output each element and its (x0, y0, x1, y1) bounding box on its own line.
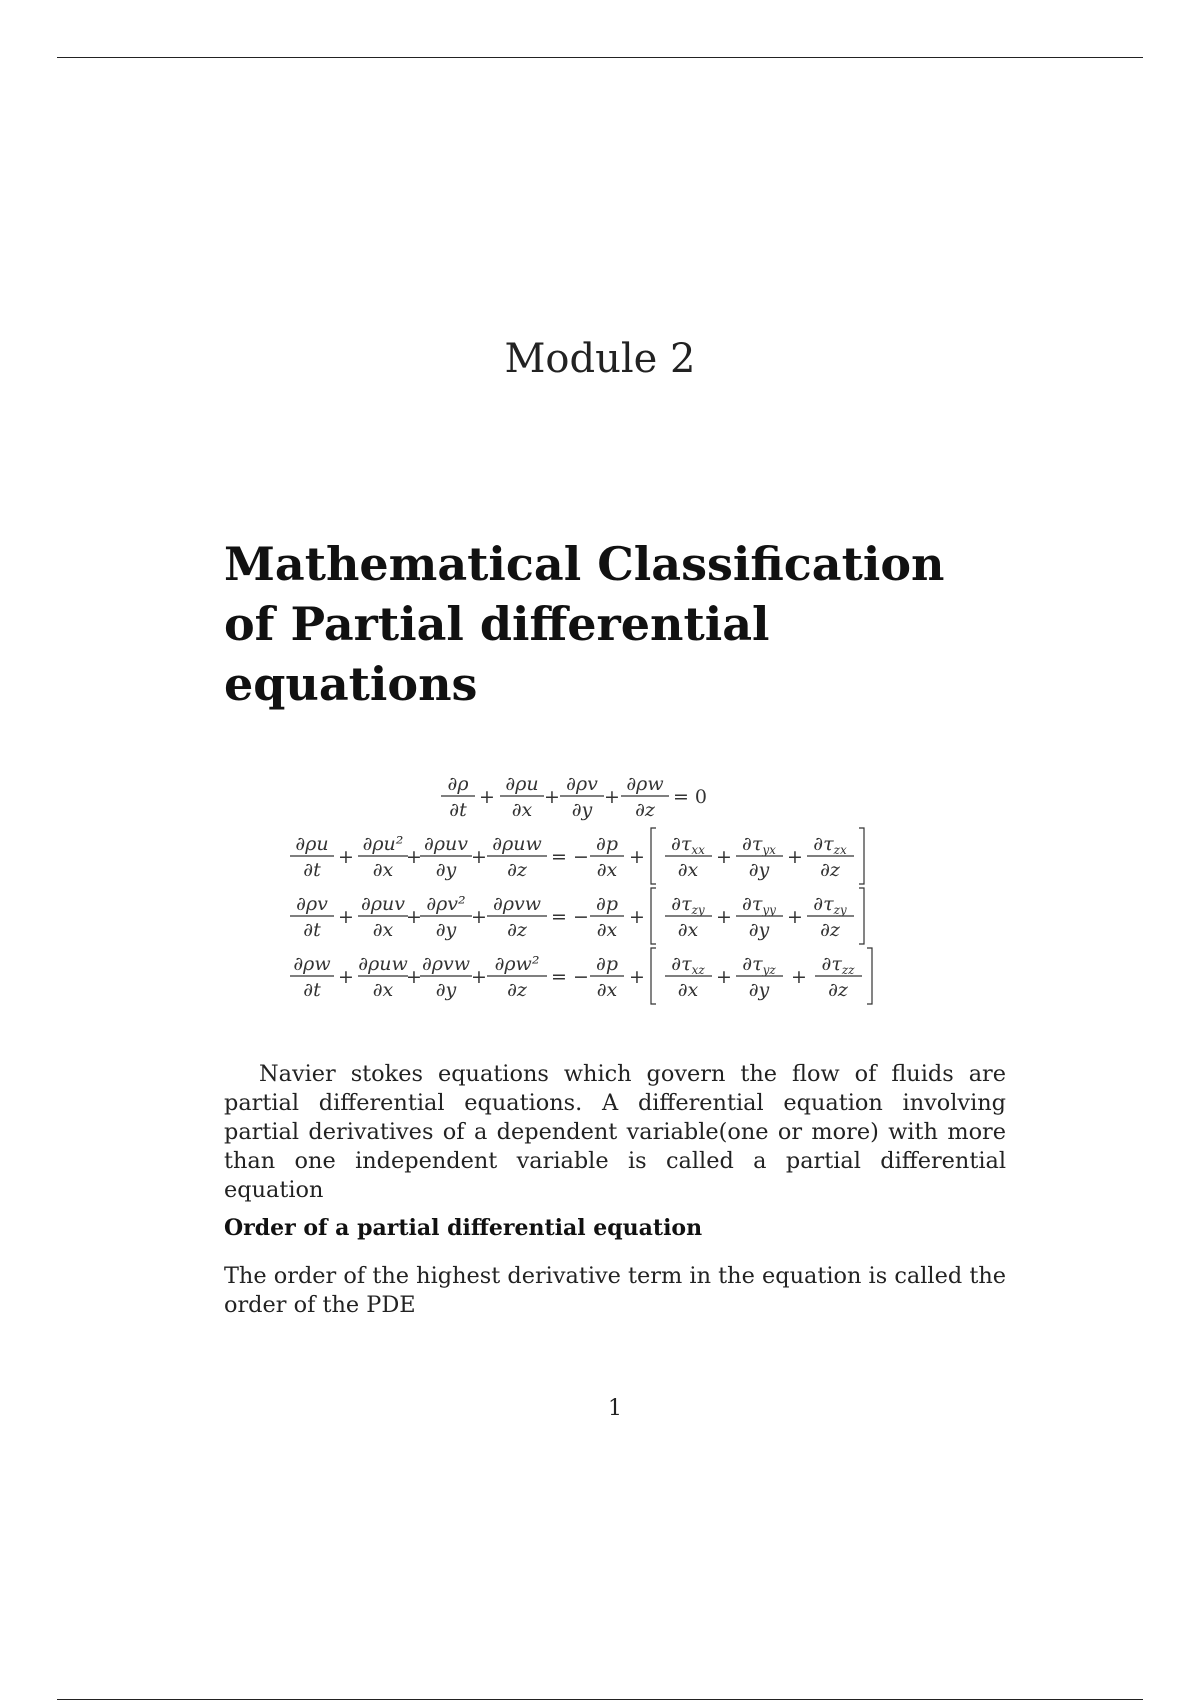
svg-text:∂ρvw: ∂ρvw (493, 893, 541, 915)
svg-text:∂p: ∂p (596, 833, 618, 855)
svg-text:∂t: ∂t (303, 979, 321, 1001)
svg-text:∂z: ∂z (635, 799, 655, 821)
svg-text:+: + (338, 846, 354, 868)
svg-text:+: + (479, 786, 495, 808)
svg-text:∂ρw: ∂ρw (626, 773, 664, 795)
svg-text:∂ρw: ∂ρw (293, 953, 331, 975)
svg-text:∂x: ∂x (596, 919, 618, 941)
svg-text:∂x: ∂x (677, 919, 699, 941)
svg-text:∂ρv: ∂ρv (566, 773, 598, 795)
svg-text:∂z: ∂z (820, 919, 840, 941)
svg-text:∂ρu: ∂ρu (295, 833, 329, 855)
svg-text:∂y: ∂y (435, 859, 457, 881)
navier-stokes-equations (290, 760, 950, 1020)
svg-text:∂z: ∂z (507, 859, 527, 881)
svg-text:∂ρu: ∂ρu (505, 773, 539, 795)
svg-text:+: + (629, 966, 645, 988)
svg-text:+: + (716, 906, 732, 928)
svg-text:∂x: ∂x (372, 979, 394, 1001)
svg-text:∂t: ∂t (449, 799, 467, 821)
svg-text:+: + (471, 906, 487, 928)
svg-text:∂y: ∂y (571, 799, 593, 821)
svg-text:∂y: ∂y (435, 919, 457, 941)
svg-text:∂τxz: $\partial\tau_{xz}$ (671, 953, 705, 977)
svg-text:+: + (716, 846, 732, 868)
svg-text:∂ρuv: ∂ρuv (361, 893, 405, 915)
svg-text:∂ρuw: ∂ρuw (358, 953, 408, 975)
svg-text:∂ρuv: ∂ρuv (424, 833, 468, 855)
svg-text:+: + (471, 966, 487, 988)
svg-text:+: + (629, 846, 645, 868)
module-label: Module 2 (504, 336, 696, 382)
svg-text:+: + (338, 966, 354, 988)
svg-text:∂τyy: $\partial\tau_{yy}$ (742, 893, 776, 917)
svg-text:+: + (406, 966, 422, 988)
page-number: 1 (608, 1396, 622, 1421)
svg-text:+: + (791, 966, 807, 988)
chapter-title: Mathematical Classification of Partial differential equations (224, 537, 945, 711)
svg-text:∂y: ∂y (748, 979, 770, 1001)
svg-text:= −: = − (551, 846, 589, 868)
svg-text:∂ρuw: ∂ρuw (492, 833, 542, 855)
svg-text:∂p: ∂p (596, 893, 618, 915)
svg-text:∂τxx: $\partial\tau_{xx}$ (671, 833, 705, 857)
svg-text:+: + (471, 846, 487, 868)
svg-text:∂z: ∂z (820, 859, 840, 881)
svg-text:∂x: ∂x (677, 859, 699, 881)
intro-paragraph: Navier stokes equations which govern the flow of fluids are partial differential equations. A differential equation involving partial derivatives of a dependent variable(one or more) with more than one independent variable is called a partial differential equation (224, 1061, 1006, 1203)
svg-text:∂z: ∂z (507, 979, 527, 1001)
svg-text:∂τzy: $\partial\tau_{zy}$ (671, 893, 705, 917)
svg-text:∂x: ∂x (372, 919, 394, 941)
svg-text:∂t: ∂t (303, 919, 321, 941)
svg-text:= −: = − (551, 966, 589, 988)
svg-text:∂ρw²: ∂ρw² (494, 953, 540, 975)
svg-text:∂p: ∂p (596, 953, 618, 975)
svg-text:∂τzz: $\partial\tau_{zz}$ (821, 953, 855, 977)
svg-text:+: + (338, 906, 354, 928)
svg-text:∂y: ∂y (435, 979, 457, 1001)
svg-text:∂x: ∂x (677, 979, 699, 1001)
svg-text:∂x: ∂x (596, 859, 618, 881)
svg-text:+: + (604, 786, 620, 808)
svg-text:+: + (629, 906, 645, 928)
svg-text:∂z: ∂z (828, 979, 848, 1001)
svg-text:+: + (787, 846, 803, 868)
svg-text:∂z: ∂z (507, 919, 527, 941)
svg-text:∂ρv: ∂ρv (296, 893, 328, 915)
header-rule (57, 57, 1143, 58)
svg-text:+: + (787, 906, 803, 928)
svg-text:∂τyz: $\partial\tau_{yz}$ (742, 953, 776, 977)
svg-text:+: + (544, 786, 560, 808)
svg-text:∂x: ∂x (596, 979, 618, 1001)
svg-text:∂τyx: $\partial\tau_{yx}$ (742, 833, 776, 857)
svg-text:∂y: ∂y (748, 859, 770, 881)
svg-text:∂ρ: ∂ρ (447, 773, 469, 795)
svg-text:= −: = − (551, 906, 589, 928)
svg-text:∂ρv²: ∂ρv² (426, 893, 466, 915)
svg-text:= 0: = 0 (672, 786, 708, 808)
svg-text:∂t: ∂t (303, 859, 321, 881)
svg-text:+: + (716, 966, 732, 988)
svg-text:∂x: ∂x (372, 859, 394, 881)
svg-text:∂ρu²: ∂ρu² (362, 833, 404, 855)
svg-text:∂x: ∂x (511, 799, 533, 821)
svg-text:+: + (406, 906, 422, 928)
order-paragraph: The order of the highest derivative term in the equation is called the order of the PDE (224, 1263, 1006, 1318)
svg-text:+: + (406, 846, 422, 868)
svg-text:∂τzy: $\partial\tau_{zy}$ (813, 893, 847, 917)
svg-text:∂y: ∂y (748, 919, 770, 941)
section-heading: Order of a partial differential equation (224, 1215, 703, 1241)
svg-text:∂ρvw: ∂ρvw (422, 953, 470, 975)
svg-text:∂τzx: $\partial\tau_{zx}$ (813, 833, 847, 857)
